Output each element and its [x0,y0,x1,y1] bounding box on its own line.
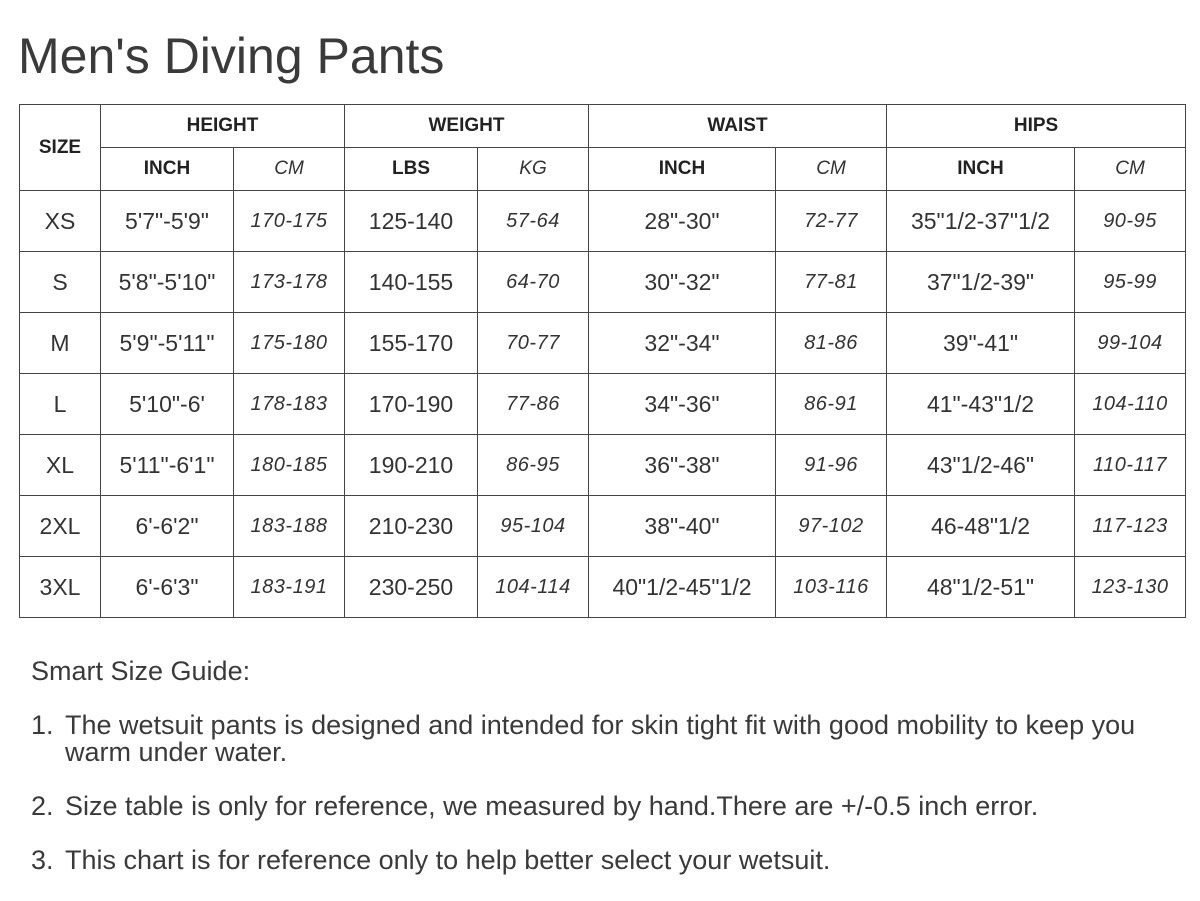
size-guide-heading: Smart Size Guide: [31,656,251,686]
height-cm-cell: 183-188 [234,496,345,557]
waist-inch-cell: 28"-30" [589,191,776,252]
height-cm-cell: 175-180 [234,313,345,374]
waist-cm-cell: 91-96 [776,435,887,496]
waist-inch-cell: 38"-40" [589,496,776,557]
waist-group-header: WAIST [589,105,887,148]
hips-inch-cell: 39"-41" [887,313,1075,374]
height-inch-cell: 6'-6'2" [101,496,234,557]
size-cell: 3XL [20,557,101,618]
size-guide-item-text: This chart is for reference only to help better select your wetsuit. [65,845,831,875]
weight-lbs-cell: 210-230 [345,496,478,557]
waist-cm-cell: 81-86 [776,313,887,374]
size-chart-table [19,104,1186,618]
size-cell: 2XL [20,496,101,557]
height-inch-cell: 5'8"-5'10" [101,252,234,313]
weight-kg-cell: 70-77 [478,313,589,374]
weight-kg-cell: 57-64 [478,191,589,252]
table-row [20,557,1186,618]
waist-inch-cell: 34"-36" [589,374,776,435]
size-guide-item-text: The wetsuit pants is designed and intended for skin tight fit with good mobility to keep you warm under water. [65,710,1136,767]
waist-cm-cell: 72-77 [776,191,887,252]
waist-cm-cell: 103-116 [776,557,887,618]
weight-kg-cell: 104-114 [478,557,589,618]
height-cm-cell: 178-183 [234,374,345,435]
weight-kg-cell: 86-95 [478,435,589,496]
hips-cm-cell: 110-117 [1075,435,1186,496]
table-row [20,191,1186,252]
hips-cm-cell: 104-110 [1075,374,1186,435]
height-inch-cell: 6'-6'3" [101,557,234,618]
height-inch-header: INCH [101,148,234,191]
table-row [20,496,1186,557]
waist-inch-cell: 36"-38" [589,435,776,496]
table-header-row-units [20,148,1186,191]
size-guide-item-number: 1. [31,710,54,740]
waist-inch-cell: 40"1/2-45"1/2 [589,557,776,618]
table-row [20,252,1186,313]
waist-cm-header: CM [776,148,887,191]
hips-inch-cell: 46-48"1/2 [887,496,1075,557]
height-cm-cell: 173-178 [234,252,345,313]
hips-cm-cell: 90-95 [1075,191,1186,252]
table-row [20,313,1186,374]
weight-lbs-cell: 230-250 [345,557,478,618]
height-inch-cell: 5'10"-6' [101,374,234,435]
size-column-header: SIZE [20,105,101,191]
height-inch-cell: 5'11"-6'1" [101,435,234,496]
height-cm-cell: 170-175 [234,191,345,252]
hips-cm-cell: 95-99 [1075,252,1186,313]
weight-kg-cell: 95-104 [478,496,589,557]
weight-lbs-header: LBS [345,148,478,191]
table-row [20,435,1186,496]
size-guide-item-number: 2. [31,791,54,821]
hips-inch-cell: 37"1/2-39" [887,252,1075,313]
table-row [20,374,1186,435]
weight-lbs-cell: 125-140 [345,191,478,252]
size-cell: XL [20,435,101,496]
weight-kg-cell: 64-70 [478,252,589,313]
hips-inch-cell: 35"1/2-37"1/2 [887,191,1075,252]
size-guide-item [31,847,1181,874]
height-cm-cell: 180-185 [234,435,345,496]
size-guide [31,655,1181,901]
waist-inch-cell: 30"-32" [589,252,776,313]
size-guide-item [31,793,1181,820]
height-inch-cell: 5'9"-5'11" [101,313,234,374]
weight-lbs-cell: 140-155 [345,252,478,313]
size-guide-item [31,712,1181,766]
hips-inch-cell: 48"1/2-51" [887,557,1075,618]
size-cell: S [20,252,101,313]
size-cell: L [20,374,101,435]
height-inch-cell: 5'7"-5'9" [101,191,234,252]
height-group-header: HEIGHT [101,105,345,148]
size-guide-item-text: Size table is only for reference, we measured by hand.There are +/-0.5 inch error. [65,791,1039,821]
height-cm-header: CM [234,148,345,191]
hips-cm-cell: 117-123 [1075,496,1186,557]
size-cell: M [20,313,101,374]
hips-inch-cell: 41"-43"1/2 [887,374,1075,435]
page-title: Men's Diving Pants [18,28,445,84]
weight-kg-cell: 77-86 [478,374,589,435]
waist-cm-cell: 77-81 [776,252,887,313]
hips-inch-cell: 43"1/2-46" [887,435,1075,496]
table-header-row-groups [20,105,1186,148]
weight-group-header: WEIGHT [345,105,589,148]
size-guide-item-number: 3. [31,845,54,875]
waist-inch-cell: 32"-34" [589,313,776,374]
height-cm-cell: 183-191 [234,557,345,618]
hips-cm-header: CM [1075,148,1186,191]
weight-lbs-cell: 190-210 [345,435,478,496]
hips-group-header: HIPS [887,105,1186,148]
hips-cm-cell: 123-130 [1075,557,1186,618]
weight-lbs-cell: 155-170 [345,313,478,374]
waist-cm-cell: 86-91 [776,374,887,435]
waist-inch-header: INCH [589,148,776,191]
size-cell: XS [20,191,101,252]
hips-cm-cell: 99-104 [1075,313,1186,374]
hips-inch-header: INCH [887,148,1075,191]
weight-lbs-cell: 170-190 [345,374,478,435]
waist-cm-cell: 97-102 [776,496,887,557]
weight-kg-header: KG [478,148,589,191]
